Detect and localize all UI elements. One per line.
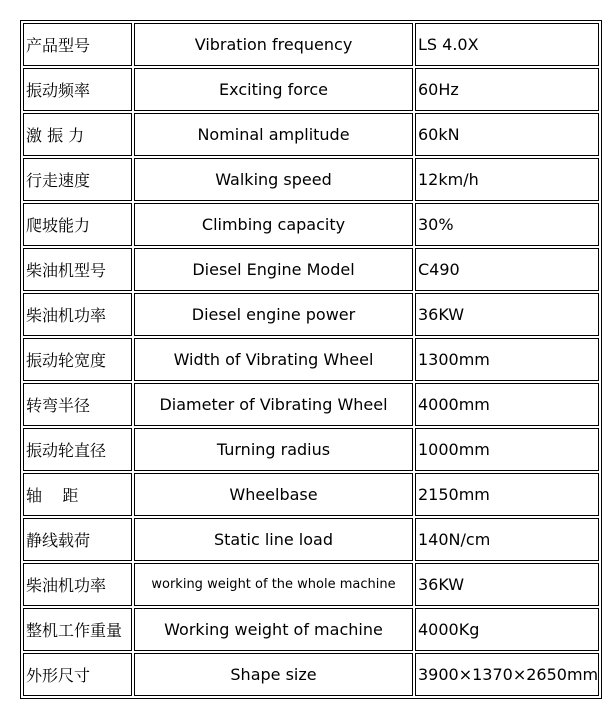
param-value: 30% — [415, 203, 599, 246]
param-value: 1300mm — [415, 338, 599, 381]
param-value: 12km/h — [415, 158, 599, 201]
param-name-en: Climbing capacity — [134, 203, 413, 246]
param-name-cn: 静线载荷 — [23, 518, 132, 561]
table-row — [23, 383, 599, 426]
table-row — [23, 158, 599, 201]
param-name-cn: 整机工作重量 — [23, 608, 132, 651]
param-name-cn: 行走速度 — [23, 158, 132, 201]
param-name-cn: 激 振 力 — [23, 113, 132, 156]
param-name-en: Nominal amplitude — [134, 113, 413, 156]
table-row — [23, 518, 599, 561]
param-name-cn: 柴油机功率 — [23, 563, 132, 606]
param-value: 2150mm — [415, 473, 599, 516]
param-name-en: Shape size — [134, 653, 413, 696]
param-name-cn: 振动轮宽度 — [23, 338, 132, 381]
table-row — [23, 608, 599, 651]
param-name-en: Vibration frequency — [134, 23, 413, 66]
param-name-en: Diameter of Vibrating Wheel — [134, 383, 413, 426]
table-row — [23, 338, 599, 381]
param-name-en: Working weight of machine — [134, 608, 413, 651]
param-value: 36KW — [415, 563, 599, 606]
param-name-en: working weight of the whole machine — [134, 563, 413, 606]
table-row — [23, 248, 599, 291]
param-name-en: Diesel Engine Model — [134, 248, 413, 291]
param-name-cn: 转弯半径 — [23, 383, 132, 426]
spec-table — [20, 20, 602, 699]
param-name-en: Static line load — [134, 518, 413, 561]
param-name-cn: 振动轮直径 — [23, 428, 132, 471]
param-value: C490 — [415, 248, 599, 291]
param-name-cn: 外形尺寸 — [23, 653, 132, 696]
param-name-cn: 柴油机型号 — [23, 248, 132, 291]
param-name-en: Diesel engine power — [134, 293, 413, 336]
table-row — [23, 428, 599, 471]
param-name-cn: 轴 距 — [23, 473, 132, 516]
param-value: 60kN — [415, 113, 599, 156]
param-value: 1000mm — [415, 428, 599, 471]
table-row — [23, 293, 599, 336]
param-name-en: Walking speed — [134, 158, 413, 201]
param-value: LS 4.0X — [415, 23, 599, 66]
table-row — [23, 23, 599, 66]
param-name-en: Wheelbase — [134, 473, 413, 516]
param-value: 4000mm — [415, 383, 599, 426]
param-name-cn: 产品型号 — [23, 23, 132, 66]
table-row — [23, 203, 599, 246]
table-row — [23, 563, 599, 606]
table-row — [23, 653, 599, 696]
param-value: 36KW — [415, 293, 599, 336]
param-name-en: Exciting force — [134, 68, 413, 111]
param-name-cn: 爬坡能力 — [23, 203, 132, 246]
param-name-cn: 振动频率 — [23, 68, 132, 111]
param-name-cn: 柴油机功率 — [23, 293, 132, 336]
param-value: 4000Kg — [415, 608, 599, 651]
param-name-en: Width of Vibrating Wheel — [134, 338, 413, 381]
param-value: 3900×1370×2650mm — [415, 653, 599, 696]
param-value: 60Hz — [415, 68, 599, 111]
param-value: 140N/cm — [415, 518, 599, 561]
table-row — [23, 68, 599, 111]
table-row — [23, 113, 599, 156]
table-row — [23, 473, 599, 516]
param-name-en: Turning radius — [134, 428, 413, 471]
